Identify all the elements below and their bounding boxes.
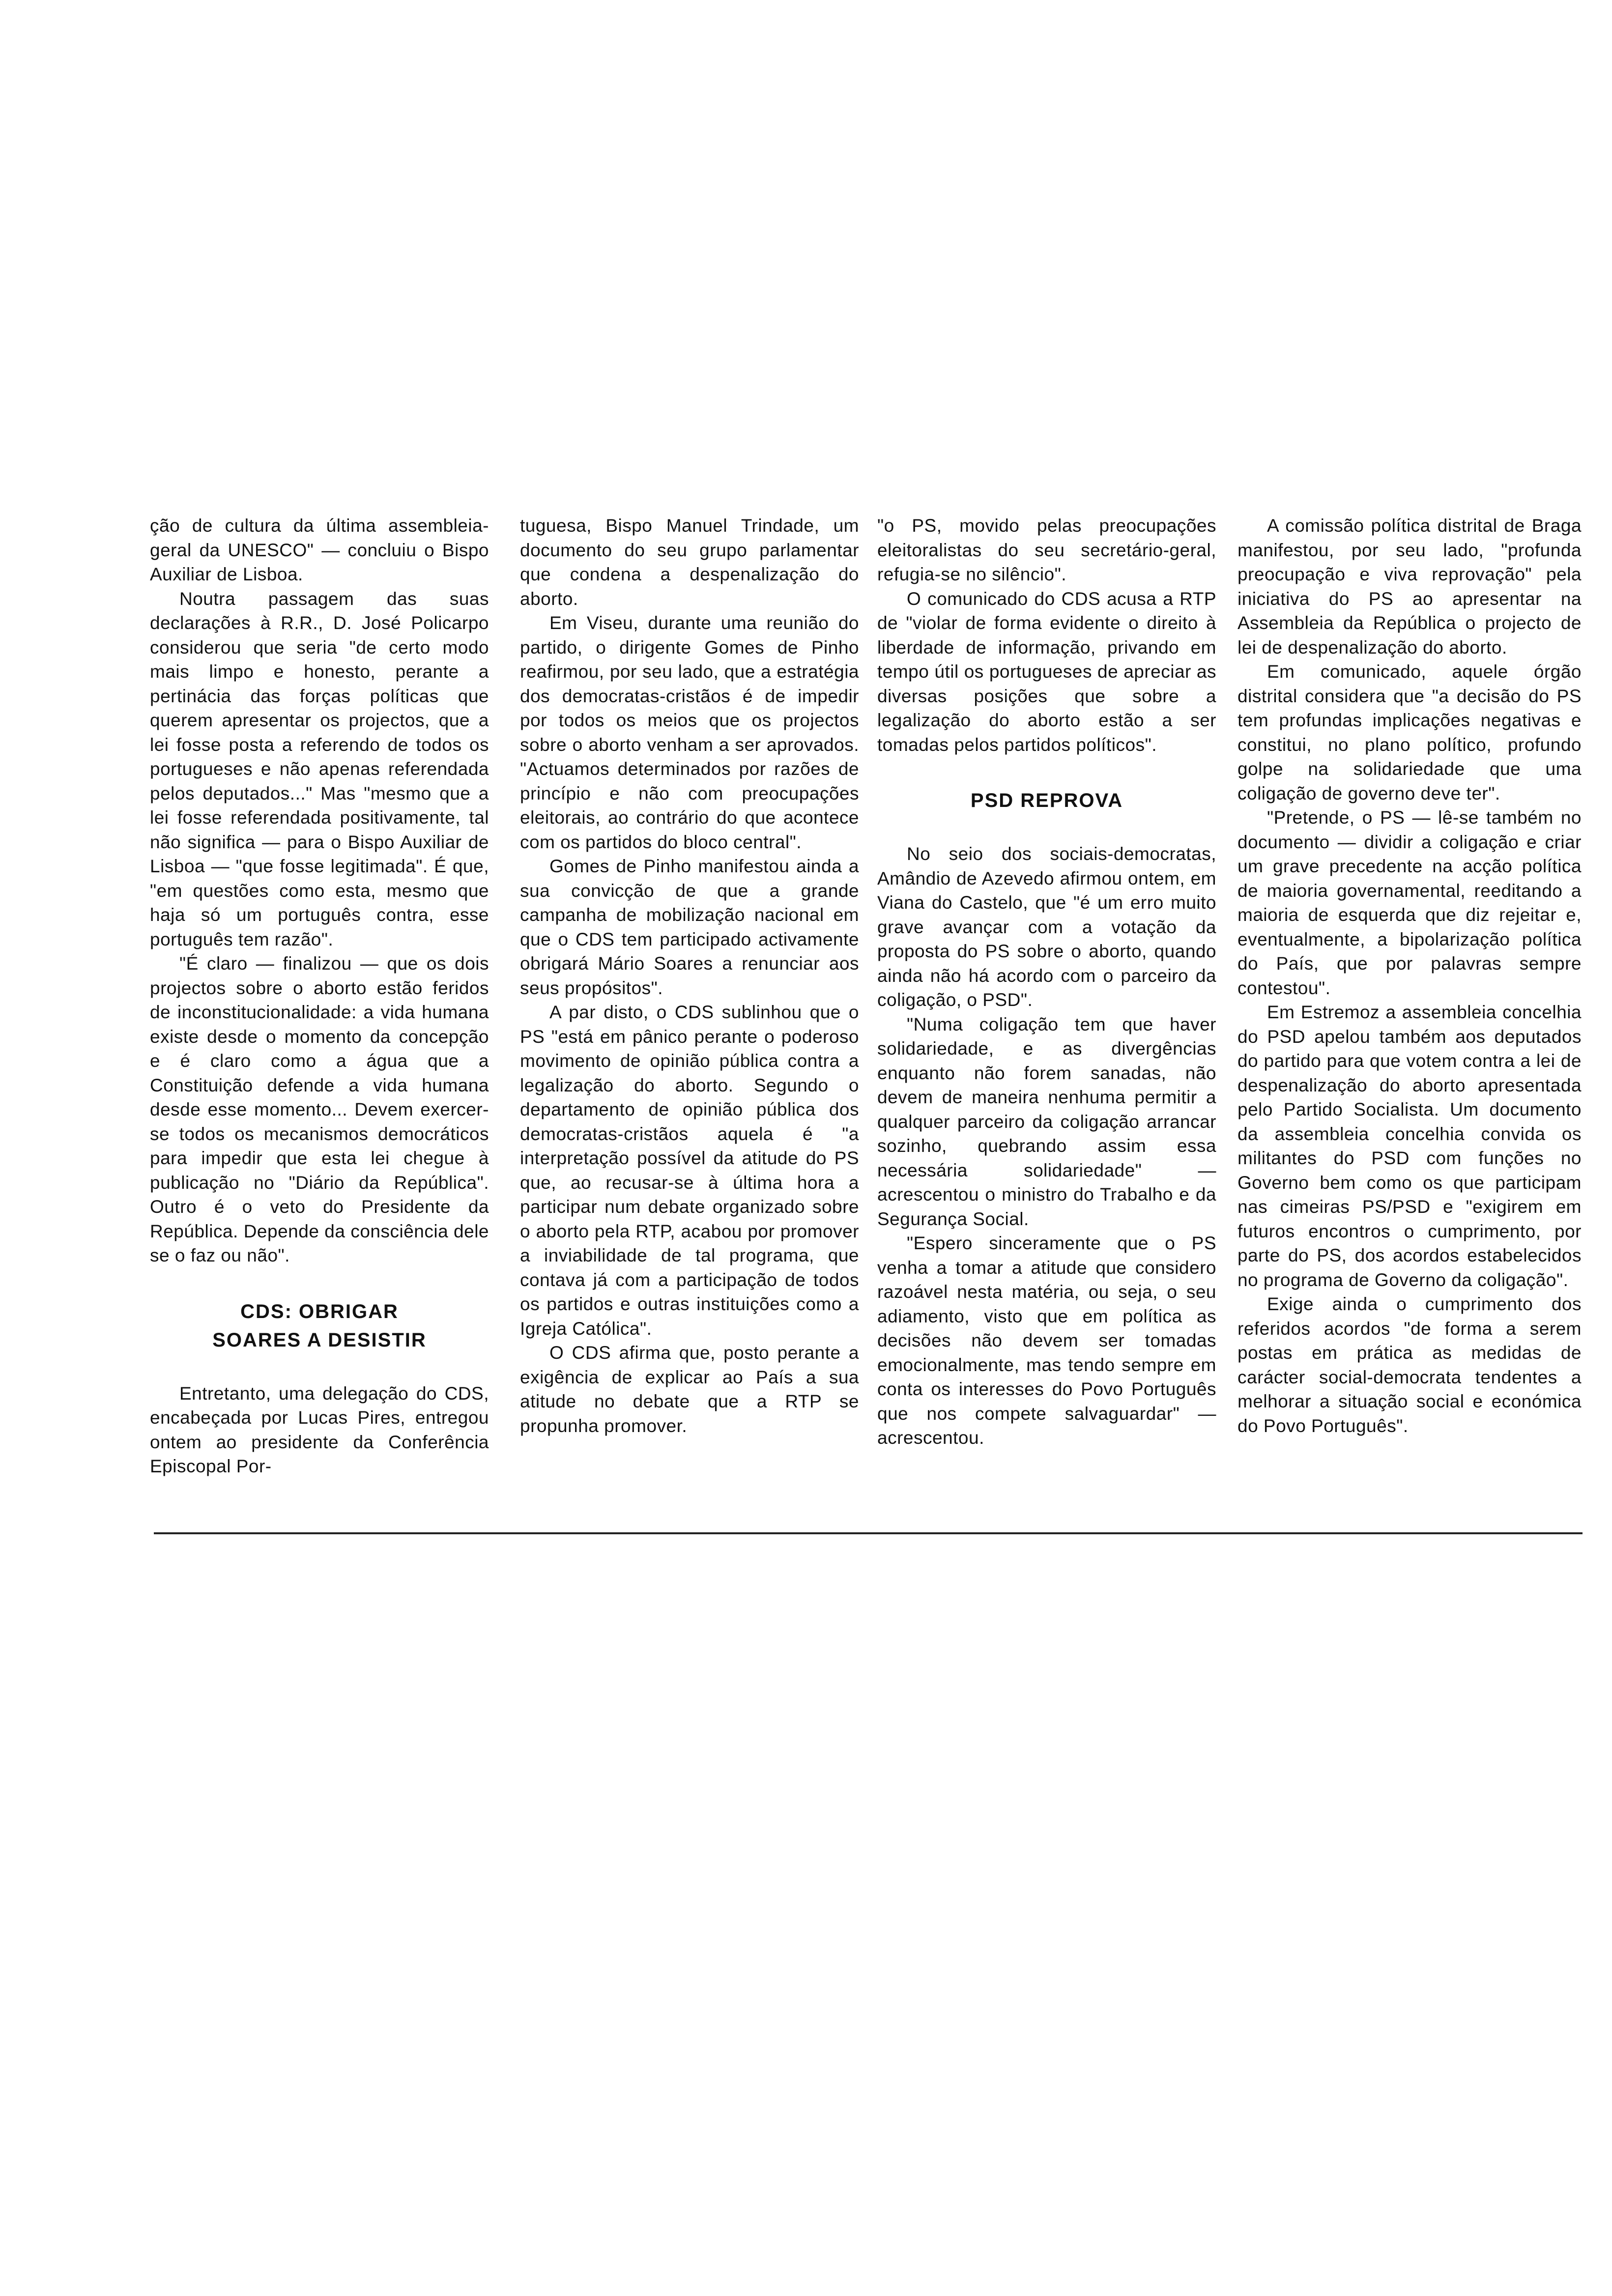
paragraph: ção de cultura da última assembleia-geral da UNESCO" — concluiu o Bispo Auxiliar de Lisboa. — [150, 516, 489, 584]
paragraph: Noutra passagem das suas declarações à R.R., D. José Policarpo considerou que seria "de certo modo mais limpo e honesto, perante a pertinácia das forças políticas que querem apresentar os projectos, que a lei fosse posta a referendo de todos os portugueses e não apenas referendada pelos deputados..." Mas "mesmo que a lei fosse referendada positivamente, tal não significa — para o Bispo Auxiliar de Lisboa — "que fosse legitimada". É que, "em questões como esta, mesmo que haja só um português contra, esse português tem razão". — [150, 588, 489, 949]
section-heading-cds — [150, 1297, 489, 1354]
paragraph: O CDS afirma que, posto perante a exigência de explicar ao País a sua atitude no debate que a RTP se propunha promover. — [520, 1343, 859, 1436]
paragraph: "Pretende, o PS — lê-se também no documento — dividir a coligação e criar um grave precedente na acção política de maioria governamental, reeditando a maioria de esquerda que diz rejeitar e, eventualmente, a bipolarização política do País, que por palavras sempre contestou". — [1238, 807, 1582, 998]
article-column-4 — [1238, 514, 1582, 1438]
paragraph: "o PS, movido pelas preocupações eleitoralistas do seu secretário-geral, refugia-se no silêncio". — [877, 516, 1216, 584]
paragraph: O comunicado do CDS acusa a RTP de "violar de forma evidente o direito à liberdade de informação, privando em tempo útil os portugueses de apreciar as diversas posições que sobre a legalização do aborto estão a ser tomadas pelos partidos políticos". — [877, 588, 1216, 755]
heading-line: PSD REPROVA — [970, 790, 1123, 811]
heading-line: CDS: OBRIGAR — [240, 1300, 399, 1322]
paragraph: Exige ainda o cumprimento dos referidos acordos "de forma a serem postas em prática as medidas de carácter social-democrata tendentes a melhorar a situação social e económica do Povo Português". — [1238, 1294, 1582, 1436]
paragraph: "Espero sinceramente que o PS venha a tomar a atitude que considero razoável nesta matéria, ou seja, o seu adiamento, visto que em política as decisões não devem ser tomadas emocionalmente, mas tendo sempre em conta os interesses do Povo Português que nos compete salvaguardar" — acrescentou. — [877, 1233, 1216, 1448]
heading-line: SOARES A DESISTIR — [212, 1329, 427, 1351]
paragraph: Em comunicado, aquele órgão distrital considera que "a decisão do PS tem profundas implicações negativas e constitui, no plano político, profundo golpe na solidariedade que uma coligação de governo deve ter". — [1238, 661, 1582, 804]
article-column-3 — [877, 514, 1216, 1450]
paragraph: "É claro — finalizou — que os dois projectos sobre o aborto estão feridos de inconstitucionalidade: a vida humana existe desde o momento da concepção e é claro como a água que a Constituição defende a vida humana desde esse momento... Devem exercer-se todos os mecanismos democráticos para impedir que esta lei chegue à publicação no "Diário da República". Outro é o veto do Presidente da República. Depende da consciência dele se o faz ou não". — [150, 953, 489, 1265]
paragraph: "Numa coligação tem que haver solidariedade, e as divergências enquanto não forem sanadas, não devem de maneira nenhuma permitir a qualquer parceiro da coligação arrancar sozinho, quebrando assim essa necessária solidariedade" — acrescentou o ministro do Trabalho e da Segurança Social. — [877, 1014, 1216, 1229]
article-column-2 — [520, 514, 859, 1438]
paragraph: tuguesa, Bispo Manuel Trindade, um documento do seu grupo parlamentar que condena a despenalização do aborto. — [520, 516, 859, 609]
paragraph: Gomes de Pinho manifestou ainda a sua convicção de que a grande campanha de mobilização nacional em que o CDS tem participado activamente obrigará Mário Soares a renunciar aos seus propósitos". — [520, 856, 859, 998]
paragraph: Em Viseu, durante uma reunião do partido, o dirigente Gomes de Pinho reafirmou, por seu lado, que a estratégia dos democratas-cristãos é de impedir por todos os meios que os projectos sobre o aborto venham a ser aprovados. "Actuamos determinados por razões de princípio e não com preocupações eleitorais, ao contrário do que acontece com os partidos do bloco central". — [520, 613, 859, 852]
paragraph: A par disto, o CDS sublinhou que o PS "está em pânico perante o poderoso movimento de opinião pública contra a legalização do aborto. Segundo o departamento de opinião pública dos democratas-cristãos aquela é "a interpretação possível da atitude do PS que, ao recusar-se à última hora a participar num debate organizado sobre o aborto pela RTP, acabou por promover a inviabilidade de tal programa, que contava já com a participação de todos os partidos e outras instituições como a Igreja Católica". — [520, 1002, 859, 1339]
section-heading-psd — [877, 786, 1216, 815]
paragraph: A comissão política distrital de Braga manifestou, por seu lado, "profunda preocupação e viva reprovação" pela iniciativa do PS ao apresentar na Assembleia da República o projecto de lei de despenalização do aborto. — [1238, 516, 1582, 658]
paragraph: Em Estremoz a assembleia concelhia do PSD apelou também aos deputados do partido para que votem contra a lei de despenalização do aborto apresentada pelo Partido Socialista. Um documento da assembleia concelhia convida os militantes do PSD com funções no Governo bem como os que participam nas cimeiras PS/PSD e "exigirem em futuros encontros o cumprimento, por parte do PS, dos acordos estabelecidos no programa de Governo da coligação". — [1238, 1002, 1582, 1290]
bottom-divider-rule — [154, 1532, 1583, 1534]
paragraph: No seio dos sociais-democratas, Amândio de Azevedo afirmou ontem, em Viana do Castelo, que "é um erro muito grave avançar com a votação da proposta do PS sobre o aborto, quando ainda não há acordo com o parceiro da coligação, o PSD". — [877, 844, 1216, 1010]
paragraph: Entretanto, uma delegação do CDS, encabeçada por Lucas Pires, entregou ontem ao presidente da Conferência Episcopal Por- — [150, 1383, 489, 1476]
article-column-1 — [150, 514, 489, 1479]
